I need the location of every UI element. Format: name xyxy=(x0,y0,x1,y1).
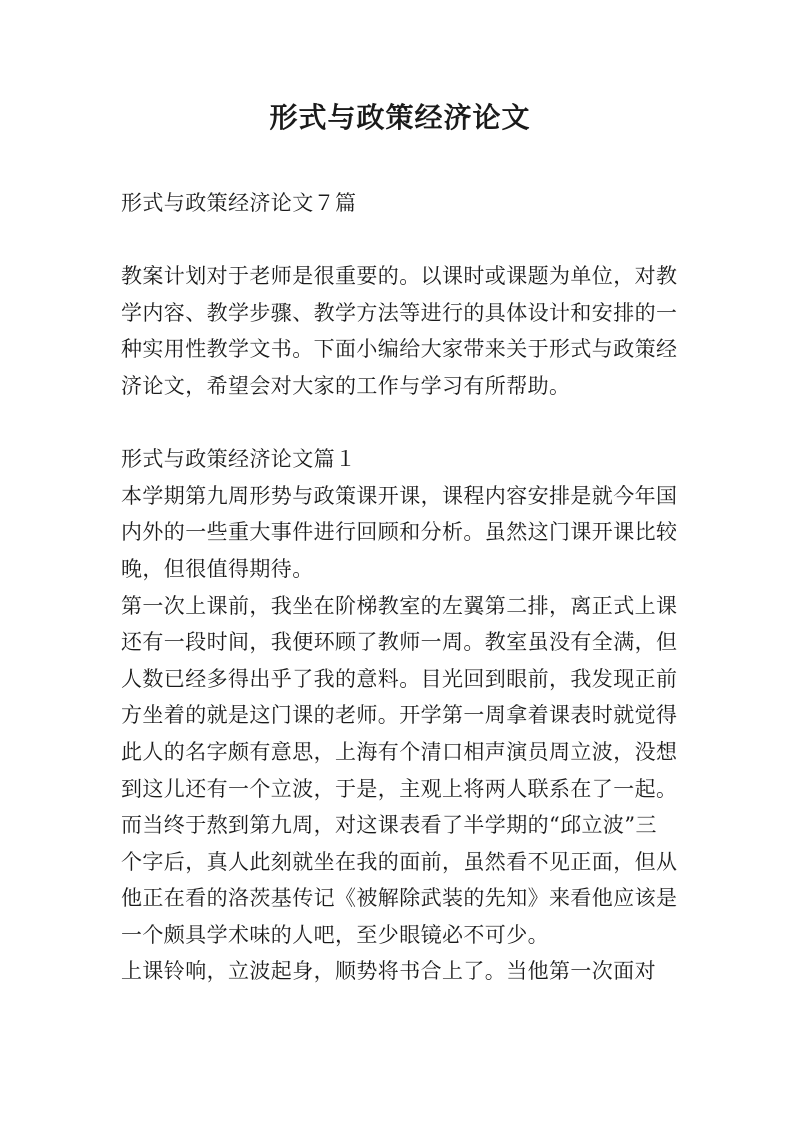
intro-line: 教案计划对于老师是很重要的。以课时或课题为单位，对教 xyxy=(121,264,678,289)
body-line: 本学期第九周形势与政策课开课，课程内容安排是就今年国 xyxy=(121,483,678,508)
body-line: 他正在看的洛茨基传记《被解除武装的先知》来看他应该是 xyxy=(121,886,678,911)
body-line: 此人的名字颇有意思，上海有个清口相声演员周立波，没想 xyxy=(121,739,678,764)
body-line: 一个颇具学术味的人吧，至少眼镜必不可少。 xyxy=(121,922,549,947)
intro-line: 种实用性教学文书。下面小编给大家带来关于形式与政策经 xyxy=(121,337,678,362)
body-line: 上课铃响，立波起身，顺势将书合上了。当他第一次面对 xyxy=(121,959,656,984)
subtitle: 形式与政策经济论文７篇 xyxy=(121,191,357,215)
intro-line: 济论文，希望会对大家的工作与学习有所帮助。 xyxy=(121,373,571,398)
section-heading: 形式与政策经济论文篇１ xyxy=(121,447,357,472)
body-line: 人数已经多得出乎了我的意料。目光回到眼前，我发现正前 xyxy=(121,666,678,691)
body-line: 内外的一些重大事件进行回顾和分析。虽然这门课开课比较 xyxy=(121,520,678,545)
page-title: 形式与政策经济论文 xyxy=(269,101,531,134)
body-line: 第一次上课前，我坐在阶梯教室的左翼第二排，离正式上课 xyxy=(121,593,678,618)
intro-line: 学内容、教学步骤、教学方法等进行的具体设计和安排的一 xyxy=(121,300,678,325)
body-line: 还有一段时间，我便环顾了教师一周。教室虽没有全满，但 xyxy=(121,630,678,655)
body-line: 到这儿还有一个立波，于是，主观上将两人联系在了一起。 xyxy=(121,776,678,801)
document-body xyxy=(121,185,701,990)
body-line: 方坐着的就是这门课的老师。开学第一周拿着课表时就觉得 xyxy=(121,703,678,728)
body-line: 个字后，真人此刻就坐在我的面前，虽然看不见正面，但从 xyxy=(121,849,678,874)
body-line: 晚，但很值得期待。 xyxy=(121,556,314,581)
paragraph-gap xyxy=(121,405,701,442)
paragraph-gap xyxy=(121,222,701,259)
body-line: 而当终于熬到第九周，对这课表看了半学期的“邱立波”三 xyxy=(121,813,657,838)
